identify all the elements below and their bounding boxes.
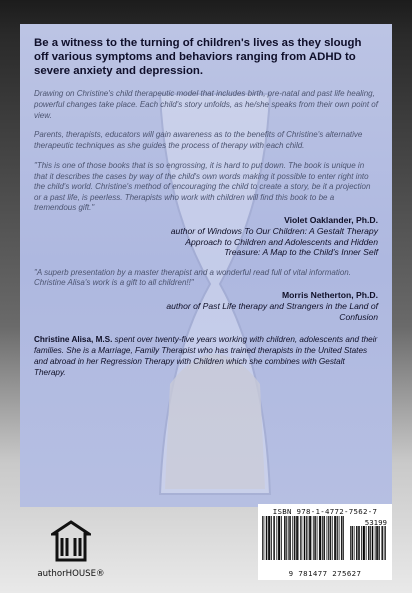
barcode-bar <box>339 516 340 560</box>
house-book-logo-icon <box>51 520 91 562</box>
barcode-bar <box>266 516 267 560</box>
barcode-bar <box>278 516 279 560</box>
barcode-bar <box>296 516 297 560</box>
testimonial-quote: "A superb presentation by a master therapist and a wonderful read full of vital information. Christine Alisa's work is a gift to all children!!" <box>34 267 351 288</box>
barcode-bar <box>308 516 309 560</box>
author-bio-text: spent over twenty-five years working with children, adolescents and their families. She is a Marriage, Family Therapist who has trained therapists in the United States and abroad in her Regression Therapy with Children which she combines with Gestalt Therapy. <box>34 335 378 378</box>
author-name: Christine Alisa, M.S. <box>34 335 113 345</box>
description-paragraph: Drawing on Christine's child therapeutic model that includes birth, pre-natal and past life healing, powerful changes take place. Each child's story unfolds, as he/she speaks from their own point of view. <box>34 89 378 120</box>
barcode-bar <box>305 516 306 560</box>
barcode-bar <box>330 516 331 560</box>
barcode-addon-bar <box>369 526 370 560</box>
barcode-bar <box>320 516 321 560</box>
barcode-bar <box>295 516 296 560</box>
barcode-bar <box>267 516 268 560</box>
barcode-bar <box>294 516 295 560</box>
barcode-addon-bar <box>385 526 386 560</box>
barcode-bar <box>304 516 305 560</box>
barcode-bar <box>306 516 307 560</box>
barcode-bar <box>274 516 275 560</box>
barcode-bar <box>284 516 285 560</box>
barcode-bar <box>317 516 318 560</box>
barcode-bar <box>342 516 343 560</box>
barcode-bar <box>309 516 310 560</box>
barcode-bar <box>324 516 325 560</box>
barcode-bar <box>334 516 335 560</box>
barcode-addon-bar <box>376 526 377 560</box>
testimonial-name: Violet Oaklander, Ph.D. <box>284 214 378 225</box>
barcode-bar <box>311 516 312 560</box>
barcode-bar <box>276 516 277 560</box>
barcode-bar <box>341 516 342 560</box>
barcode-bar <box>335 516 336 560</box>
barcode-addon-bar <box>352 526 353 560</box>
barcode-bar <box>281 516 282 560</box>
testimonial-name: Morris Netherton, Ph.D. <box>282 289 378 300</box>
cover-text <box>34 36 378 378</box>
barcode-bar <box>288 516 289 560</box>
barcode-digits: 9 781477 275627 <box>288 569 362 578</box>
barcode-bar <box>328 516 329 560</box>
barcode-addon-bar <box>384 526 385 560</box>
barcode-bar <box>264 516 265 560</box>
barcode-addon-bar <box>382 526 383 560</box>
price-code: 53199 <box>364 518 387 527</box>
barcode-addon-bar <box>361 526 362 560</box>
barcode-bar <box>332 516 333 560</box>
barcode-bar <box>336 516 337 560</box>
barcode-addon-bar <box>359 526 360 560</box>
barcode-bars <box>262 516 388 568</box>
barcode-addon-bar <box>372 526 373 560</box>
barcode-bar <box>279 516 280 560</box>
barcode-bar <box>292 516 293 560</box>
barcode-addon-bar <box>356 526 357 560</box>
barcode-addon-bar <box>373 526 374 560</box>
barcode-addon-bar <box>382 526 383 560</box>
barcode-addon-bar <box>357 526 358 560</box>
testimonial-description: author of Windows To Our Children: A Gestalt Therapy Approach to Children and Adolescents and Hidden Treasure: A Map to the Child's Inner Self <box>170 225 378 258</box>
barcode-bar <box>268 516 269 560</box>
barcode-bar <box>324 516 325 560</box>
barcode-bar <box>300 516 301 560</box>
barcode-bar <box>310 516 311 560</box>
barcode-addon-bar <box>354 526 355 560</box>
barcode-bar <box>285 516 286 560</box>
publisher-logo <box>34 520 108 579</box>
barcode-addon-bar <box>364 526 365 560</box>
barcode-bar <box>297 516 298 560</box>
testimonial-quote: "This is one of those books that is so engrossing, it is hard to put down. The book is unique in that it describes the cases by way of the child's own words making it possible to enter right into the child's world. Christine's method of encouraging the child to create a story, be it a projection or a past life, is peerless. Therapists who work with children will find this book to be a tremendous gift." <box>34 160 371 213</box>
barcode-bar <box>320 516 321 560</box>
barcode-addon-bar <box>350 526 351 560</box>
barcode-bar <box>269 516 270 560</box>
barcode-addon-bar <box>358 526 359 560</box>
isbn-barcode <box>258 504 392 580</box>
barcode-bar <box>315 516 316 560</box>
barcode-bar <box>322 516 323 560</box>
barcode-bar <box>273 516 274 560</box>
barcode-bar <box>290 516 291 560</box>
barcode-bar <box>337 516 338 560</box>
barcode-bar <box>327 516 328 560</box>
barcode-addon-bar <box>366 526 367 560</box>
description-paragraph: Parents, therapists, educators will gain awareness as to the benefits of Christine's alternative therapeutic techniques as she guides the process of therapy with each child. <box>34 130 363 151</box>
barcode-bar <box>289 516 290 560</box>
barcode-bar <box>314 516 315 560</box>
barcode-bar <box>330 516 331 560</box>
isbn-text: ISBN 978-1-4772-7562-7 <box>272 507 378 516</box>
headline: Be a witness to the turning of children's lives as they slough off various symptoms and behaviors ranging from ADHD to severe anxiety and depression. <box>34 37 362 77</box>
barcode-bar <box>319 516 320 560</box>
barcode-addon-bar <box>378 526 379 560</box>
testimonial-description: author of Past Life therapy and Strangers in the Land of Confusion <box>166 300 378 322</box>
publisher-name: authorHOUSE® <box>37 569 105 579</box>
barcode-bar <box>286 516 287 560</box>
barcode-bar <box>271 516 272 560</box>
back-cover-panel <box>20 24 392 507</box>
barcode-addon-bar <box>375 526 376 560</box>
barcode-addon-bar <box>368 526 369 560</box>
barcode-bar <box>270 516 271 560</box>
barcode-addon-bar <box>377 526 378 560</box>
barcode-bar <box>301 516 302 560</box>
barcode-bar <box>298 516 299 560</box>
barcode-addon-bar <box>352 526 353 560</box>
barcode-bar <box>279 516 280 560</box>
barcode-bar <box>313 516 314 560</box>
barcode-addon-bar <box>364 526 365 560</box>
barcode-addon-bar <box>379 526 380 560</box>
author-bio <box>34 334 378 378</box>
barcode-addon-bar <box>363 526 364 560</box>
barcode-bar <box>262 516 263 560</box>
barcode-bar <box>343 516 344 560</box>
barcode-addon-bar <box>370 526 371 560</box>
